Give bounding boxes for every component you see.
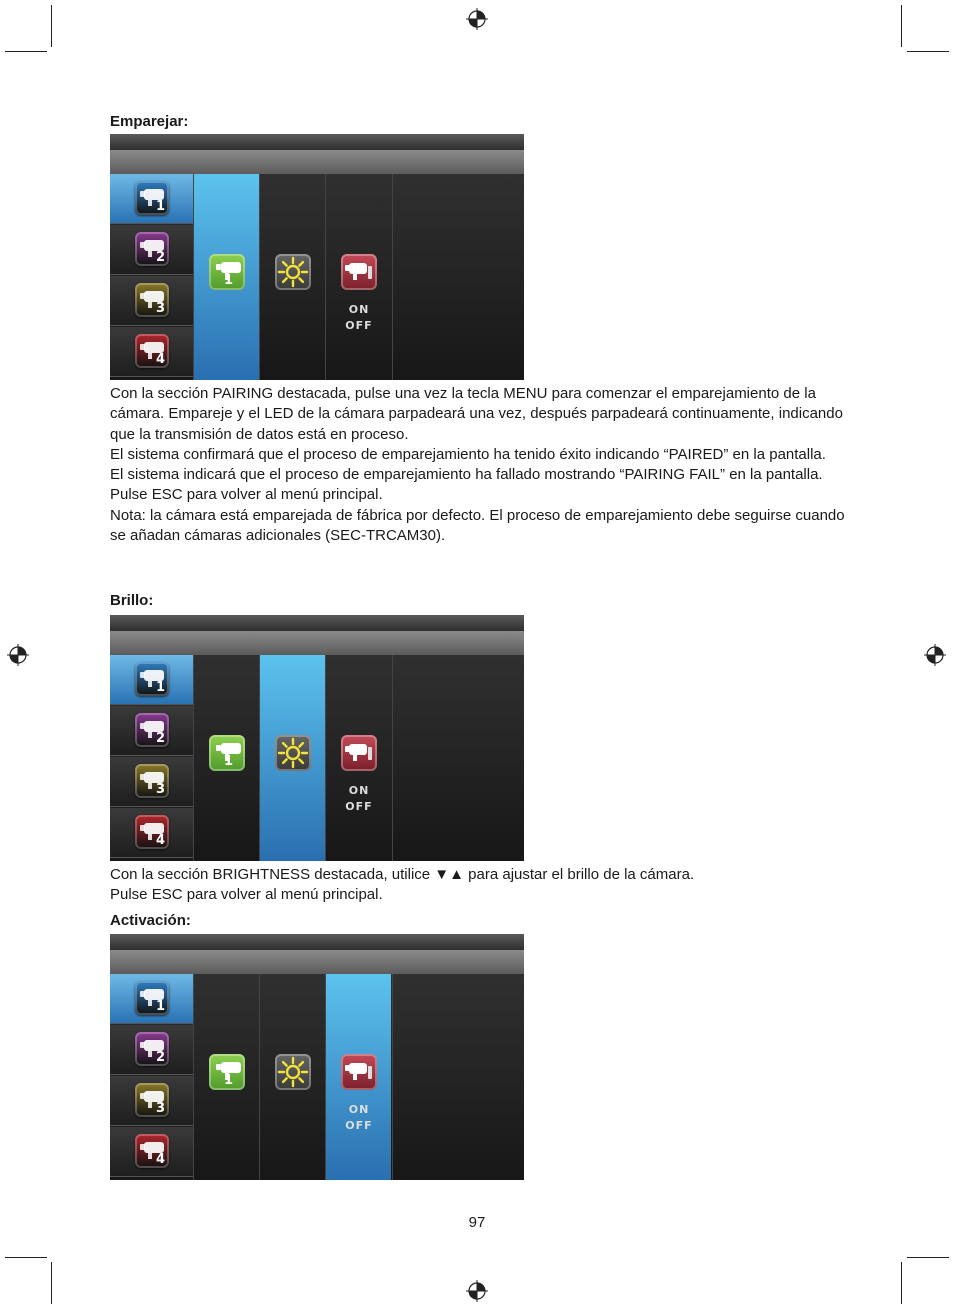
empty-column [392,174,524,380]
camera-number: 1 [155,199,165,214]
pairing-column[interactable] [193,974,259,1180]
pairing-column[interactable] [193,655,259,861]
crop-mark [907,51,949,52]
camera-number: 4 [155,833,165,848]
paragraph: Pulse ESC para volver al menú principal. [110,486,383,504]
camera-tab-2[interactable] [110,706,193,756]
pairing-camera-icon [209,254,245,290]
crop-mark [901,5,902,47]
panel-title-bar [110,134,524,150]
registration-mark-icon [466,1280,488,1302]
paragraph: El sistema confirmará que el proceso de emparejamiento ha tenido éxito indicando “PAIRED” en la pantalla. [110,445,826,463]
crop-mark [5,51,47,52]
camera-icon [135,981,169,1015]
on-label[interactable]: ON [348,784,370,797]
camera-tab-1[interactable] [110,974,193,1024]
menu-panel-activation [110,934,524,1180]
pairing-camera-number: 1 [223,273,233,288]
brightness-column[interactable] [259,974,325,1180]
camera-tab-3[interactable] [110,757,193,807]
activation-camera-icon [341,254,377,290]
section-text-brightness [110,865,850,906]
pairing-column[interactable] [193,174,259,380]
off-label[interactable]: OFF [345,800,373,813]
camera-number: 2 [155,731,165,746]
registration-mark-icon [924,644,946,666]
camera-number: 2 [155,250,165,265]
pairing-camera-icon [209,735,245,771]
camera-tab-2[interactable] [110,1025,193,1075]
camera-number: 4 [155,1152,165,1167]
brightness-sun-icon [275,1054,311,1090]
empty-column [392,974,524,1180]
camera-tab-4[interactable] [110,808,193,858]
camera-icon [135,662,169,696]
off-label[interactable]: OFF [345,319,373,332]
activation-camera-icon [341,1054,377,1090]
camera-number: 3 [155,1101,165,1116]
on-label[interactable]: ON [348,1103,370,1116]
section-heading-brightness: Brillo: [110,592,154,609]
camera-icon [135,283,169,317]
camera-list [110,974,193,1180]
camera-number: 4 [155,352,165,367]
camera-icon [135,1134,169,1168]
panel-body [110,174,524,380]
menu-panel-pairing [110,134,524,380]
crop-mark [51,1262,52,1304]
panel-title-bar [110,615,524,631]
registration-mark-icon [7,644,29,666]
paragraph: El sistema indicará que el proceso de emparejamiento ha fallado mostrando “PAIRING FAIL” en la pantalla. [110,466,823,484]
menu-panel-brightness [110,615,524,861]
brightness-column[interactable] [259,174,325,380]
on-label[interactable]: ON [348,303,370,316]
panel-body [110,974,524,1180]
camera-tab-2[interactable] [110,225,193,275]
paragraph: Con la sección BRIGHTNESS destacada, utilice ▼▲ para ajustar el brillo de la cámara. [110,866,695,883]
camera-icon [135,815,169,849]
camera-icon [135,334,169,368]
camera-list [110,174,193,380]
pairing-camera-number: 1 [223,1073,233,1088]
camera-icon [135,181,169,215]
crop-mark [5,1257,47,1258]
paragraph: Con la sección PAIRING destacada, pulse una vez la tecla MENU para comenzar el emparejamiento de la cámara. Empareje y el LED de la cámara parpadeará una vez, después parpadeará continuamente, indicando que la transmisión de datos está en proceso. [110,385,843,443]
camera-tab-4[interactable] [110,1127,193,1177]
brightness-column[interactable] [259,655,325,861]
section-heading-activation: Activación: [110,912,191,929]
activation-camera-icon [341,735,377,771]
panel-body [110,655,524,861]
camera-tab-1[interactable] [110,655,193,705]
camera-list [110,655,193,861]
section-heading-pairing: Emparejar: [110,113,189,130]
panel-title-bar [110,934,524,950]
camera-tab-4[interactable] [110,327,193,377]
camera-tab-3[interactable] [110,1076,193,1126]
camera-icon [135,1032,169,1066]
crop-mark [901,1262,902,1304]
camera-number: 3 [155,301,165,316]
camera-icon [135,1083,169,1117]
camera-number: 1 [155,680,165,695]
activation-column[interactable] [325,174,391,380]
brightness-sun-icon [275,735,311,771]
brightness-sun-icon [275,254,311,290]
crop-mark [51,5,52,47]
camera-number: 1 [155,999,165,1014]
camera-tab-1[interactable] [110,174,193,224]
pairing-camera-icon [209,1054,245,1090]
camera-icon [135,764,169,798]
off-label[interactable]: OFF [345,1119,373,1132]
section-text-pairing [110,384,850,546]
camera-icon [135,713,169,747]
pairing-camera-number: 1 [223,754,233,769]
activation-column[interactable] [325,655,391,861]
crop-mark [907,1257,949,1258]
camera-number: 2 [155,1050,165,1065]
registration-mark-icon [466,8,488,30]
camera-number: 3 [155,782,165,797]
camera-icon [135,232,169,266]
empty-column [392,655,524,861]
panel-sub-bar [110,150,524,174]
page-number: 97 [468,1214,486,1231]
panel-sub-bar [110,631,524,655]
activation-column[interactable] [325,974,391,1180]
panel-sub-bar [110,950,524,974]
paragraph: Nota: la cámara está emparejada de fábrica por defecto. El proceso de emparejamiento debe seguirse cuando se añadan cámaras adicionales (SEC-TRCAM30). [110,506,845,545]
camera-tab-3[interactable] [110,276,193,326]
paragraph: Pulse ESC para volver al menú principal. [110,886,383,904]
